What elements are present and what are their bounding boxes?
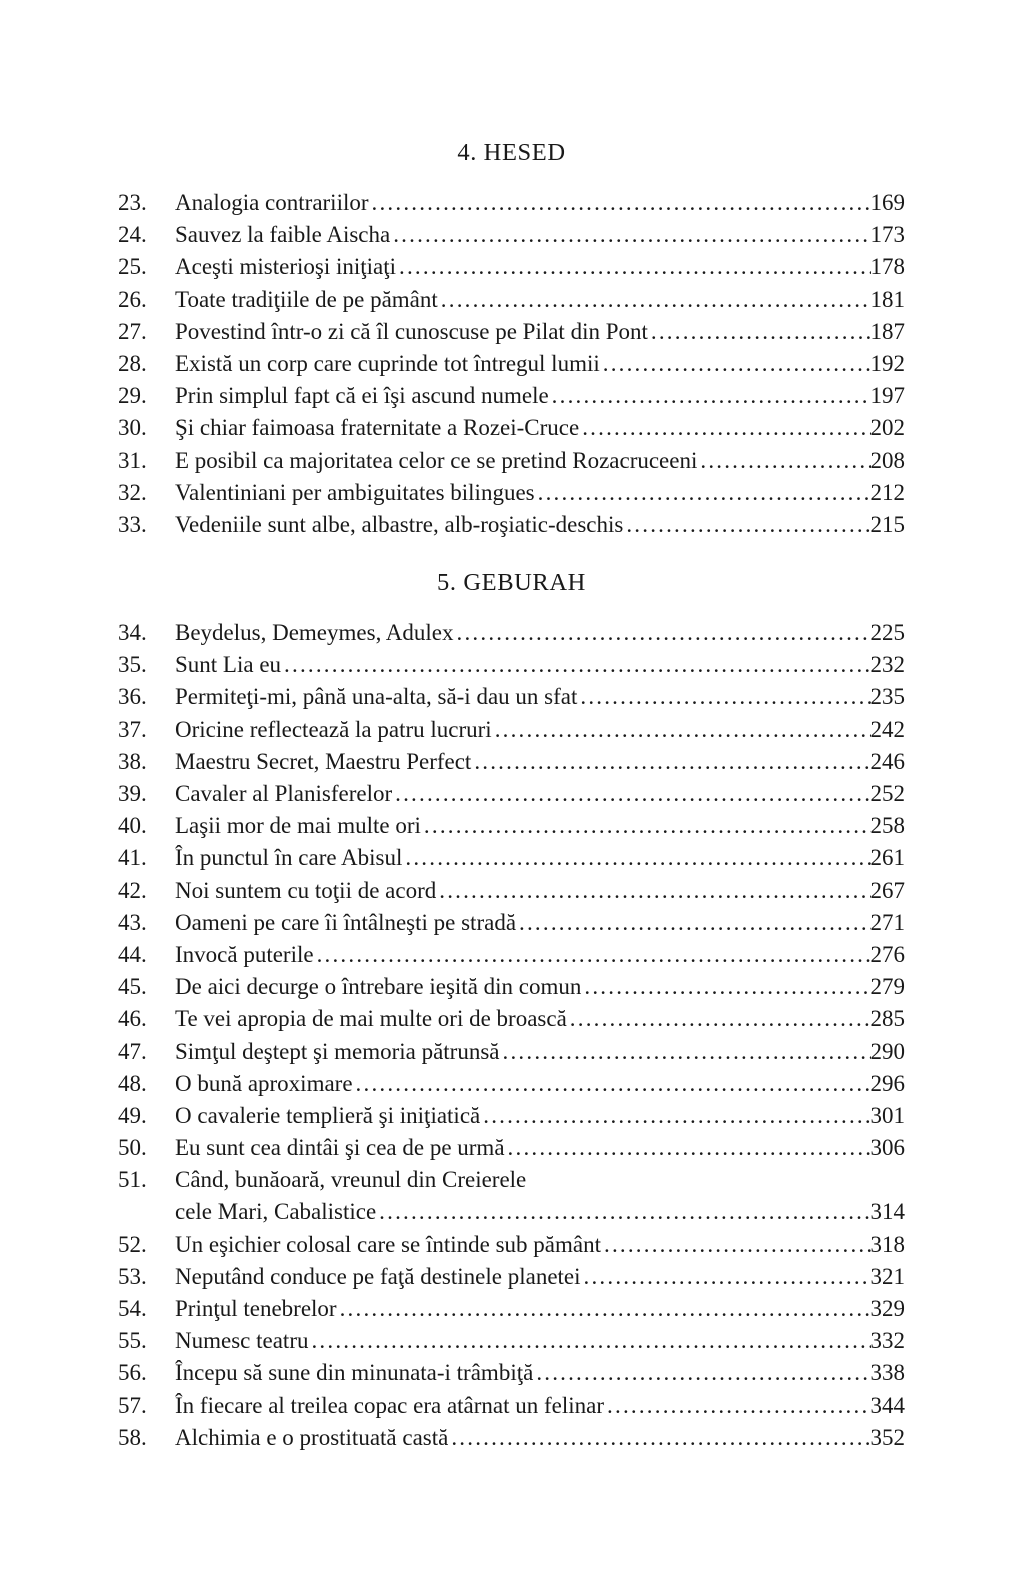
chapter-number: 53. bbox=[118, 1263, 147, 1289]
chapter-title: Toate tradiţiile de pe pământ bbox=[175, 286, 438, 312]
toc-entry bbox=[118, 1229, 905, 1261]
toc-entry bbox=[118, 649, 905, 681]
chapter-number: 39. bbox=[118, 781, 147, 806]
toc-entry bbox=[118, 1390, 905, 1422]
toc-entry bbox=[118, 1164, 905, 1196]
dot-leader bbox=[480, 1100, 870, 1132]
toc-entry bbox=[118, 971, 905, 1003]
chapter-title: Un eşichier colosal care se întinde sub pământ bbox=[175, 1231, 601, 1257]
chapter-number: 49. bbox=[118, 1102, 147, 1128]
page-number: 169 bbox=[870, 190, 905, 215]
toc-entry bbox=[118, 1422, 905, 1454]
chapter-title: Sauvez la faible Aischa bbox=[175, 222, 391, 248]
dot-leader bbox=[369, 187, 871, 219]
chapter-number: 29. bbox=[118, 383, 147, 409]
toc-entry bbox=[118, 1357, 905, 1389]
page-number: 332 bbox=[870, 1328, 905, 1354]
chapter-title: Oricine reflectează la patru lucruri bbox=[175, 716, 492, 742]
toc-entry bbox=[118, 810, 905, 842]
chapter-number: 40. bbox=[118, 813, 147, 839]
dot-leader bbox=[392, 778, 870, 810]
toc-entry bbox=[118, 939, 905, 971]
chapter-number: 58. bbox=[118, 1424, 147, 1450]
toc-section-hesed bbox=[118, 138, 905, 541]
dot-leader bbox=[567, 1003, 871, 1035]
dot-leader bbox=[581, 971, 870, 1003]
section-title: 4. HESED bbox=[457, 139, 566, 166]
toc-section-geburah bbox=[118, 568, 905, 1454]
chapter-number: 51. bbox=[118, 1167, 147, 1193]
chapter-title: Cavaler al Planisferelor bbox=[175, 781, 393, 806]
page-number: 290 bbox=[870, 1038, 905, 1064]
chapter-title: Şi chiar faimoasa fraternitate a Rozei-Cruce bbox=[175, 415, 580, 441]
chapter-title: Maestru Secret, Maestru Perfect bbox=[175, 748, 472, 774]
page-number: 252 bbox=[870, 781, 905, 806]
page-number: 225 bbox=[870, 620, 905, 646]
page-number: 181 bbox=[870, 286, 905, 312]
chapter-number: 46. bbox=[118, 1006, 147, 1032]
chapter-number: 37. bbox=[118, 716, 147, 742]
chapter-title: Începu să sune din minunata-i trâmbiţă bbox=[175, 1360, 534, 1386]
dot-leader bbox=[535, 477, 871, 509]
toc-entry bbox=[118, 284, 905, 316]
dot-leader bbox=[623, 509, 870, 541]
chapter-number: 48. bbox=[118, 1070, 147, 1096]
dot-leader bbox=[438, 284, 871, 316]
toc-entry bbox=[118, 842, 905, 874]
chapter-number: 32. bbox=[118, 479, 147, 505]
section-title: 5. GEBURAH bbox=[437, 569, 586, 597]
chapter-title: Aceşti misterioşi iniţiaţi bbox=[175, 254, 397, 280]
toc-entry bbox=[118, 907, 905, 939]
chapter-title: Neputând conduce pe faţă destinele planetei bbox=[175, 1263, 581, 1289]
page-number: 173 bbox=[870, 222, 905, 248]
chapter-number: 35. bbox=[118, 652, 147, 678]
page-number: 271 bbox=[870, 909, 905, 935]
dot-leader bbox=[697, 445, 870, 477]
page-number: 314 bbox=[870, 1199, 905, 1225]
toc-entry bbox=[118, 187, 905, 219]
chapter-number: 41. bbox=[118, 845, 147, 871]
toc-entry bbox=[118, 1132, 905, 1164]
dot-leader bbox=[648, 316, 871, 348]
dot-leader bbox=[471, 746, 870, 778]
chapter-title: Oameni pe care îi întâlneşti pe stradă bbox=[175, 909, 517, 935]
chapter-number: 45. bbox=[118, 974, 147, 1000]
dot-leader bbox=[390, 219, 870, 251]
dot-leader bbox=[533, 1357, 870, 1389]
dot-leader bbox=[337, 1293, 871, 1325]
chapter-number: 54. bbox=[118, 1296, 147, 1321]
dot-leader bbox=[402, 842, 870, 874]
page-number: 321 bbox=[870, 1263, 905, 1289]
page-number: 329 bbox=[870, 1296, 905, 1321]
dot-leader bbox=[577, 681, 870, 713]
chapter-title: Prinţul tenebrelor bbox=[175, 1296, 337, 1321]
page-number: 352 bbox=[870, 1424, 905, 1450]
chapter-number: 43. bbox=[118, 909, 147, 935]
chapter-title: Vedeniile sunt albe, albastre, alb-roşiatic-deschis bbox=[175, 511, 624, 537]
chapter-number: 28. bbox=[118, 350, 147, 376]
toc-entry bbox=[118, 1068, 905, 1100]
toc-entry bbox=[118, 617, 905, 649]
page-number: 212 bbox=[870, 479, 905, 505]
chapter-title: Numesc teatru bbox=[175, 1328, 309, 1354]
chapter-title: Simţul deştept şi memoria pătrunsă bbox=[175, 1038, 500, 1064]
chapter-number: 34. bbox=[118, 620, 147, 646]
page-number: 202 bbox=[870, 415, 905, 441]
page-number: 232 bbox=[870, 652, 905, 678]
chapter-title: Beydelus, Demeymes, Adulex bbox=[175, 620, 454, 646]
toc-entry bbox=[118, 412, 905, 444]
toc-entry bbox=[118, 714, 905, 746]
dot-leader bbox=[604, 1390, 870, 1422]
toc-entry-list bbox=[118, 617, 905, 1454]
dot-leader bbox=[436, 875, 870, 907]
toc-entry-list bbox=[118, 187, 905, 541]
page-number: 242 bbox=[870, 716, 905, 742]
chapter-number: 55. bbox=[118, 1328, 147, 1354]
chapter-title: Eu sunt cea dintâi şi cea de pe urmă bbox=[175, 1135, 505, 1161]
dot-leader bbox=[454, 617, 871, 649]
chapter-title: Laşii mor de mai multe ori bbox=[175, 813, 421, 839]
chapter-title: Prin simplul fapt că ei îşi ascund numele bbox=[175, 383, 549, 409]
chapter-title: cele Mari, Cabalistice bbox=[175, 1199, 377, 1225]
dot-leader bbox=[549, 380, 871, 412]
chapter-title: În fiecare al treilea copac era atârnat un felinar bbox=[175, 1392, 605, 1418]
chapter-title: Sunt Lia eu bbox=[175, 652, 282, 678]
dot-leader bbox=[376, 1196, 870, 1228]
chapter-title: E posibil ca majoritatea celor ce se pretind Rozacruceeni bbox=[175, 447, 698, 473]
page-number: 187 bbox=[870, 318, 905, 344]
toc-entry bbox=[118, 681, 905, 713]
chapter-title: Valentiniani per ambiguitates bilingues bbox=[175, 479, 535, 505]
chapter-number: 52. bbox=[118, 1231, 147, 1257]
dot-leader bbox=[492, 714, 871, 746]
chapter-number: 38. bbox=[118, 748, 147, 774]
chapter-title: O bună aproximare bbox=[175, 1070, 353, 1096]
chapter-number: 24. bbox=[118, 222, 147, 248]
page-number: 208 bbox=[870, 447, 905, 473]
toc-entry bbox=[118, 875, 905, 907]
chapter-number: 36. bbox=[118, 684, 147, 710]
toc-entry bbox=[118, 251, 905, 283]
toc-entry bbox=[118, 1196, 905, 1228]
dot-leader bbox=[396, 251, 870, 283]
chapter-title: Noi suntem cu toţii de acord bbox=[175, 877, 437, 903]
dot-leader bbox=[581, 1261, 871, 1293]
toc-entry bbox=[118, 445, 905, 477]
chapter-number: 31. bbox=[118, 447, 147, 473]
dot-leader bbox=[281, 649, 870, 681]
dot-leader bbox=[505, 1132, 871, 1164]
chapter-title: Povestind într-o zi că îl cunoscuse pe Pilat din Pont bbox=[175, 318, 648, 344]
page-number: 344 bbox=[870, 1392, 905, 1418]
toc-entry bbox=[118, 477, 905, 509]
chapter-number: 30. bbox=[118, 415, 147, 441]
chapter-number: 42. bbox=[118, 877, 147, 903]
chapter-number: 44. bbox=[118, 941, 147, 967]
page-number: 192 bbox=[870, 350, 905, 376]
chapter-title: O cavalerie templieră şi iniţiatică bbox=[175, 1102, 481, 1128]
toc-entry bbox=[118, 1003, 905, 1035]
toc-entry bbox=[118, 1100, 905, 1132]
toc-entry bbox=[118, 316, 905, 348]
toc-entry bbox=[118, 348, 905, 380]
chapter-title: Te vei apropia de mai multe ori de broască bbox=[175, 1006, 567, 1032]
dot-leader bbox=[601, 1229, 871, 1261]
page-number: 285 bbox=[870, 1006, 905, 1032]
page-number: 178 bbox=[870, 254, 905, 280]
toc-entry bbox=[118, 509, 905, 541]
dot-leader bbox=[600, 348, 871, 380]
page-number: 338 bbox=[870, 1360, 905, 1386]
toc-entry bbox=[118, 1293, 905, 1325]
page-number: 279 bbox=[870, 974, 905, 1000]
dot-leader bbox=[516, 907, 870, 939]
chapter-number: 33. bbox=[118, 511, 147, 537]
chapter-title: Când, bunăoară, vreunul din Creierele bbox=[175, 1167, 527, 1193]
dot-leader bbox=[421, 810, 871, 842]
page-number: 246 bbox=[870, 748, 905, 774]
chapter-title: În punctul în care Abisul bbox=[175, 845, 403, 871]
chapter-number: 47. bbox=[118, 1038, 147, 1064]
page-number: 197 bbox=[870, 383, 905, 409]
page-number: 318 bbox=[870, 1231, 905, 1257]
page-number: 258 bbox=[870, 813, 905, 839]
toc-entry bbox=[118, 778, 905, 810]
toc-entry bbox=[118, 746, 905, 778]
chapter-title: Există un corp care cuprinde tot întregul lumii bbox=[175, 350, 600, 376]
chapter-number: 23. bbox=[118, 190, 147, 215]
dot-leader bbox=[353, 1068, 871, 1100]
chapter-number: 57. bbox=[118, 1392, 147, 1418]
chapter-title: De aici decurge o întrebare ieşită din comun bbox=[175, 974, 582, 1000]
toc-entry bbox=[118, 1036, 905, 1068]
chapter-title: Invocă puterile bbox=[175, 941, 314, 967]
chapter-title: Alchimia e o prostituată castă bbox=[175, 1424, 449, 1450]
page-number: 261 bbox=[870, 845, 905, 871]
chapter-title: Permiteţi-mi, până una-alta, să-i dau un sfat bbox=[175, 684, 578, 710]
chapter-number: 26. bbox=[118, 286, 147, 312]
page-number: 306 bbox=[870, 1135, 905, 1161]
dot-leader bbox=[500, 1036, 871, 1068]
chapter-number: 25. bbox=[118, 254, 147, 280]
chapter-title: Analogia contrariilor bbox=[175, 190, 369, 215]
page-number: 235 bbox=[870, 684, 905, 710]
chapter-number: 50. bbox=[118, 1135, 147, 1161]
chapter-number: 27. bbox=[118, 318, 147, 344]
chapter-number: 56. bbox=[118, 1360, 147, 1386]
toc-entry bbox=[118, 380, 905, 412]
page-number: 267 bbox=[870, 877, 905, 903]
dot-leader bbox=[448, 1422, 870, 1454]
dot-leader bbox=[314, 939, 871, 971]
dot-leader bbox=[308, 1325, 870, 1357]
toc-entry bbox=[118, 1261, 905, 1293]
page-number: 296 bbox=[870, 1070, 905, 1096]
page-number: 276 bbox=[870, 941, 905, 967]
page-number: 301 bbox=[870, 1102, 905, 1128]
page-number: 215 bbox=[870, 511, 905, 537]
toc-entry bbox=[118, 1325, 905, 1357]
dot-leader bbox=[579, 412, 870, 444]
toc-entry bbox=[118, 219, 905, 251]
